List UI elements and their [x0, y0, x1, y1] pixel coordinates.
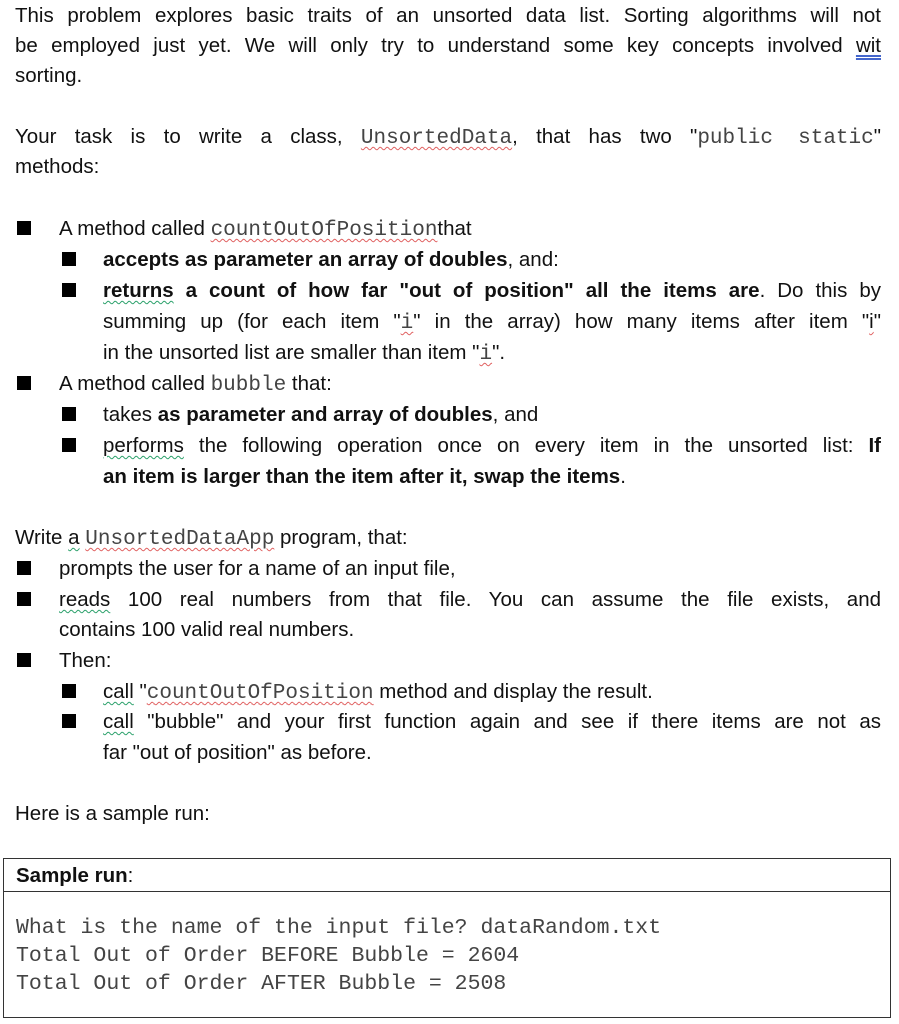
method2-sub1-a: takes [103, 403, 158, 426]
sample-intro-text: Here is a sample run: [15, 802, 210, 825]
method2-period: . [620, 465, 626, 488]
method1-line3-b: ". [492, 341, 506, 364]
bullet-square-icon [62, 714, 76, 728]
text-i: i [869, 310, 874, 333]
method1-line2-b: " in the array) how many items after item " [413, 310, 870, 333]
method1-sub2-line2 [103, 306, 881, 337]
task-post: " [873, 125, 882, 148]
method1-pre: A method called [59, 217, 211, 240]
method2-swap-rule: an item is larger than the item after it, swap the items [103, 465, 621, 488]
app-sub2-line2-text: far "out of position" as before. [103, 741, 372, 764]
intro-text-1: This problem explores basic traits of an unsorted data list. Sorting algorithms will not [15, 4, 881, 27]
bullet-square-icon [62, 283, 76, 297]
intro-line-3 [15, 60, 82, 91]
method1-sub2-line1 [103, 275, 881, 306]
code-i: i [479, 343, 493, 366]
task-line-2 [15, 151, 99, 182]
app-sub1-quote: " [133, 680, 147, 703]
method2-pre: A method called [59, 372, 211, 395]
method2-sub1 [103, 399, 538, 430]
app-item3 [59, 645, 111, 676]
intro-text-2: be employed just yet. We will only try to understand some key concepts involved [15, 34, 843, 57]
code-i: i [400, 312, 414, 335]
app-item2-line2 [59, 614, 354, 645]
method-name-bubble: bubble [210, 374, 287, 397]
method1-sub2-bold: a count of how far "out of position" all the items are [173, 279, 760, 302]
method1-sub2-line3 [103, 337, 505, 368]
intro-typo-wit: wit [855, 34, 881, 57]
bullet-square-icon [17, 592, 31, 606]
sample-title-colon: : [127, 864, 134, 887]
method1-post: that [437, 217, 472, 240]
method1-sub1-rest: , and: [507, 248, 559, 271]
app-line [15, 522, 408, 553]
bullet-square-icon [17, 376, 31, 390]
app-item1 [59, 553, 456, 584]
method1-line [59, 213, 472, 244]
method1-line2-c: " [873, 310, 882, 333]
bullet-square-icon [62, 252, 76, 266]
app-item2-text: 100 real numbers from that file. You can assume the file exists, and [110, 588, 881, 611]
method1-sub1 [103, 244, 559, 275]
app-article: a [68, 526, 80, 549]
app-sub1 [103, 676, 653, 707]
method2-line [59, 368, 332, 399]
task-methods: methods: [15, 155, 100, 178]
task-mid: , that has two " [512, 125, 698, 148]
method2-sub2-bold: If [868, 434, 881, 457]
app-call-1: call [103, 680, 134, 703]
method2-sub2-line1 [103, 430, 881, 461]
app-sub2-text: "bubble" and your first function again and see if there items are not as [133, 710, 881, 733]
app-pre: Write [15, 526, 69, 549]
intro-text-3: sorting. [15, 64, 83, 87]
task-line-1 [15, 121, 881, 152]
bullet-square-icon [62, 407, 76, 421]
method2-sub2-line2 [103, 461, 626, 492]
sample-title-text: Sample run [16, 864, 128, 887]
modifiers-public-static: public static [697, 127, 874, 150]
bullet-square-icon [62, 684, 76, 698]
class-name-unsorteddata: UnsortedData [360, 127, 513, 150]
app-reads: reads [59, 588, 111, 611]
method2-performs: performs [103, 434, 184, 457]
sample-run-box [3, 858, 891, 1018]
app-item1-text: prompts the user for a name of an input file, [59, 557, 456, 580]
app-item3-text: Then: [59, 649, 112, 672]
task-pre: Your task is to write a class, [15, 125, 361, 148]
method1-sub1-bold: accepts as parameter an array of doubles [103, 248, 508, 271]
intro-line-1 [15, 0, 881, 31]
console-line: Total Out of Order AFTER Bubble = 2508 [16, 972, 507, 996]
app-sub2-line2 [103, 737, 372, 768]
bullet-square-icon [17, 561, 31, 575]
sample-intro [15, 798, 210, 829]
sample-run-header [4, 859, 890, 892]
app-post: program, that: [274, 526, 408, 549]
sample-run-title [16, 860, 133, 891]
method1-returns: returns [103, 279, 174, 302]
console-line: Total Out of Order BEFORE Bubble = 2604 [16, 944, 520, 968]
app-item2-line2-text: contains 100 valid real numbers. [59, 618, 355, 641]
console-line: What is the name of the input file? dataRandom.txt [16, 916, 662, 940]
class-name-unsorteddataapp: UnsortedDataApp [85, 528, 275, 551]
bullet-square-icon [62, 438, 76, 452]
app-sub2-line1 [103, 706, 881, 737]
method-name-countoutofposition: countOutOfPosition [210, 219, 438, 242]
method2-sub2-b: the following operation once on every item in the unsorted list: [183, 434, 869, 457]
method2-post: that: [286, 372, 332, 395]
method1-line3-a: in the unsorted list are smaller than item " [103, 341, 480, 364]
method-name-countoutofposition: countOutOfPosition [146, 682, 374, 705]
method1-sub2-rest: . Do this by [759, 279, 881, 302]
bullet-square-icon [17, 653, 31, 667]
method1-line2-a: summing up (for each item " [103, 310, 401, 333]
method2-sub1-rest: , and [492, 403, 539, 426]
app-sub1-text: method and display the result. [373, 680, 653, 703]
app-call-2: call [103, 710, 134, 733]
app-item2-line1 [59, 584, 881, 615]
method2-sub1-bold: as parameter and array of doubles [157, 403, 493, 426]
bullet-square-icon [17, 221, 31, 235]
intro-line-2 [15, 30, 881, 61]
